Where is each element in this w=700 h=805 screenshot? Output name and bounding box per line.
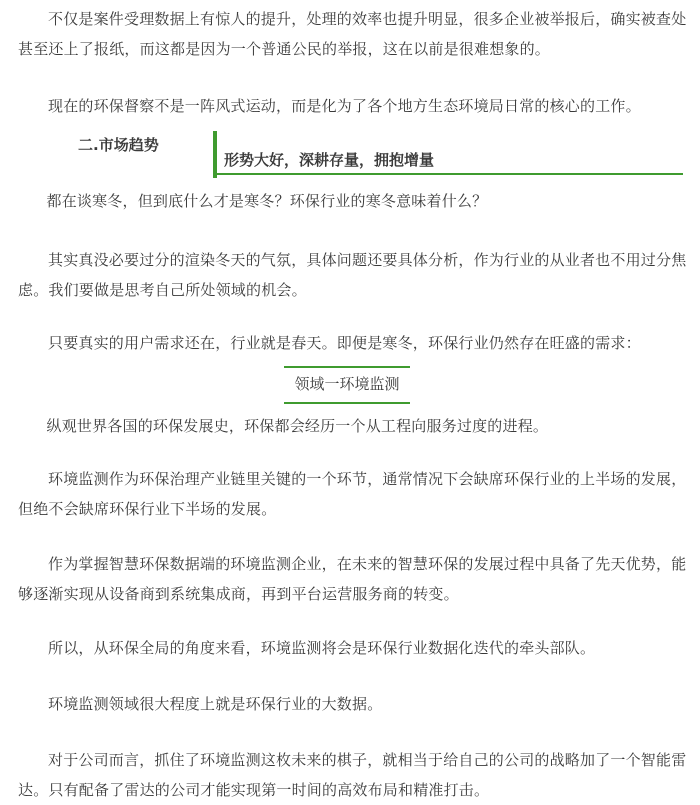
topic-top-line [284, 366, 410, 368]
topic-box [284, 366, 410, 404]
paragraph-smart-radar: 对于公司而言，抓住了环境监测这枚未来的棋子，就相当于给自己的公司的战略加了一个智能雷达。只有配备了雷达的公司才能实现第一时间的高效布局和精准打击。 [18, 751, 687, 799]
section-accent-bar [213, 131, 217, 178]
section-subtitle: 形势大好，深耕存量，拥抱增量 [224, 151, 435, 169]
paragraph-data-advantage: 作为掌握智慧环保数据端的环境监测企业，在未来的智慧环保的发展过程中具备了先天优势，能够逐渐实现从设备商到系统集成商，再到平台运营服务商的转变。 [18, 555, 687, 603]
section-title: 二.市场趋势 [78, 136, 159, 154]
paragraph-lead-force: 所以，从环保全局的角度来看，环境监测将会是环保行业数据化迭代的牵头部队。 [48, 639, 596, 657]
paragraph-no-anxiety: 其实真没必要过分的渲染冬天的气氛，具体问题还要具体分析，作为行业的从业者也不用过分焦虑。我们要做是思考自己所处领域的机会。 [18, 251, 687, 299]
paragraph-demand-spring: 只要真实的用户需求还在，行业就是春天。即便是寒冬，环保行业仍然存在旺盛的需求： [48, 334, 641, 352]
paragraph-big-data: 环境监测领域很大程度上就是环保行业的大数据。 [48, 695, 383, 713]
topic-label: 领域一环境监测 [294, 375, 400, 393]
paragraph-monitoring-role: 环境监测作为环保治理产业链里关键的一个环节，通常情况下会缺席环保行业的上半场的发展，但绝不会缺席环保行业下半场的发展。 [18, 470, 687, 518]
paragraph-winter-question: 都在谈寒冬，但到底什么才是寒冬？环保行业的寒冬意味着什么？ [46, 192, 488, 210]
paragraph-inspection-routine: 现在的环保督察不是一阵风式运动，而是化为了各个地方生态环境局日常的核心的工作。 [48, 97, 641, 115]
paragraph-case-efficiency: 不仅是案件受理数据上有惊人的提升，处理的效率也提升明显，很多企业被举报后，确实被查处甚至还上了报纸，而这都是因为一个普通公民的举报，这在以前是很难想象的。 [18, 10, 687, 58]
topic-bottom-line [284, 402, 410, 404]
section-underline [217, 173, 683, 175]
paragraph-world-history: 纵观世界各国的环保发展史，环保都会经历一个从工程向服务过度的进程。 [46, 417, 549, 435]
